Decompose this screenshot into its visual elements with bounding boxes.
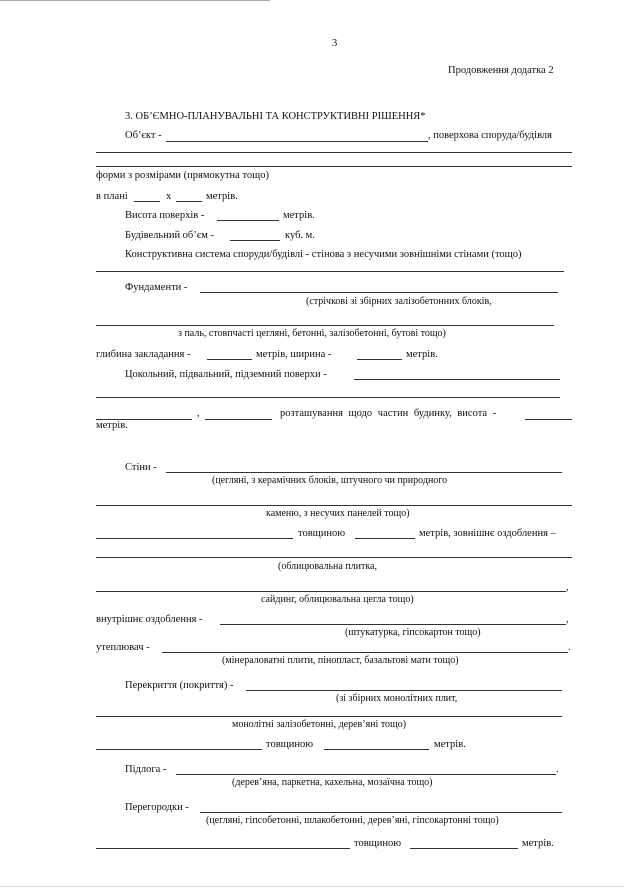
section-title: 3. ОБ’ЄМНО-ПЛАНУВАЛЬНІ ТА КОНСТРУКТИВНІ РІШЕННЯ* [125, 111, 426, 122]
appendix-continuation: Продовження додатка 2 [448, 65, 554, 76]
comma-text: , [566, 614, 569, 625]
floor-label: Підлога - [125, 764, 167, 775]
inner-finish-field[interactable] [220, 624, 566, 625]
partitions-material-field[interactable] [96, 848, 350, 849]
walls-thickness-unit: метрів, зовнішнє оздоблення – [419, 528, 556, 539]
outer-finish-field[interactable] [96, 557, 572, 558]
walls-hint-1: (цегляні, з керамічних блоків, штучного чи природного [212, 475, 448, 486]
plan-length-field[interactable] [134, 201, 160, 202]
width-field[interactable] [357, 359, 402, 360]
insulation-field[interactable] [162, 652, 568, 653]
slabs-field-2[interactable] [96, 716, 562, 717]
page-number: 3 [332, 38, 338, 49]
floor-hint: (дерев’яна, паркетна, кахельна, мозаїчна тощо) [232, 777, 433, 788]
walls-label: Стіни - [125, 462, 157, 473]
slabs-material-field[interactable] [96, 749, 262, 750]
partitions-thickness-field[interactable] [410, 848, 518, 849]
plan-unit: метрів. [206, 191, 238, 202]
walls-field[interactable] [166, 472, 562, 473]
height-unit: метрів. [283, 210, 315, 221]
volume-label: Будівельний об’єм - [125, 230, 215, 241]
plan-width-field[interactable] [176, 201, 202, 202]
height-label: Висота поверхів - [125, 210, 205, 221]
walls-field-2[interactable] [96, 505, 572, 506]
walls-hint-4: сайдинг, облицювальна цегла тощо) [261, 594, 414, 605]
slabs-label: Перекриття (покриття) - [125, 680, 234, 691]
plan-x: х [166, 191, 172, 202]
comma-text: , [566, 582, 569, 593]
foundations-hint-1: (стрічкові зі збірних залізобетонних блоків, [306, 296, 492, 307]
walls-hint-3: (облицювальна плитка, [278, 561, 377, 572]
basement-label: Цокольний, підвальний, підземний поверхи - [125, 369, 327, 380]
structural-system-field[interactable] [96, 271, 564, 272]
floor-field[interactable] [176, 774, 556, 775]
comma-text: , [197, 408, 200, 419]
walls-thickness: товщиною [298, 528, 346, 539]
width-unit: метрів. [406, 349, 438, 360]
foundations-hint-2: з паль, стовпчасті цегляні, бетонні, залізобетонні, бутові тощо) [178, 328, 446, 339]
foundations-field-2[interactable] [96, 325, 554, 326]
object-suffix: , поверхова споруда/будівля [428, 130, 552, 141]
slabs-field[interactable] [246, 690, 562, 691]
location-text: розташування щодо частин будинку, висота - [280, 408, 497, 419]
slabs-hint-1: (зі збірних монолітних плит, [336, 693, 458, 704]
slabs-unit: метрів. [434, 739, 466, 750]
basement-unit: метрів. [96, 420, 128, 431]
volume-unit: куб. м. [285, 230, 315, 241]
basement-field[interactable] [354, 379, 560, 380]
partitions-label: Перегородки - [125, 802, 189, 813]
period-text: . [568, 642, 571, 653]
inner-finish-label: внутрішнє оздоблення - [96, 614, 203, 625]
partitions-thickness: товщиною [354, 838, 402, 849]
height-field[interactable] [217, 220, 279, 221]
insulation-hint: (мінераловатні плити, пінопласт, базальтові мати тощо) [222, 655, 459, 666]
plan-prefix: в плані [96, 191, 128, 202]
partitions-field[interactable] [200, 812, 562, 813]
depth-unit: метрів, ширина - [256, 349, 332, 360]
basement-height-field[interactable] [525, 419, 572, 420]
partitions-unit: метрів. [522, 838, 554, 849]
slabs-thickness: товщиною [266, 739, 314, 750]
volume-field[interactable] [230, 240, 280, 241]
slabs-thickness-field[interactable] [324, 749, 429, 750]
object-line-2[interactable] [96, 152, 572, 153]
walls-hint-2: каменю, з несучих панелей тощо) [266, 508, 410, 519]
page-top-edge [0, 0, 270, 1]
structural-system-text: Конструктивна система споруди/будівлі - стінова з несучими зовнішніми стінами (тощо) [125, 249, 522, 260]
walls-thickness-field[interactable] [355, 538, 415, 539]
foundations-field[interactable] [200, 292, 558, 293]
period-text: . [556, 764, 559, 775]
walls-material-field[interactable] [96, 538, 293, 539]
basement-field-2[interactable] [96, 397, 560, 398]
forms-text: форми з розмірами (прямокутна тощо) [96, 170, 269, 181]
slabs-hint-2: монолітні залізобетонні, дерев’яні тощо) [232, 719, 407, 730]
outer-finish-field-2[interactable] [96, 591, 566, 592]
basement-field-4[interactable] [205, 419, 272, 420]
depth-label: глибина закладання - [96, 349, 191, 360]
partitions-hint: (цегляні, гіпсобетонні, шлакобетонні, дерев’яні, гіпсокартонні тощо) [206, 815, 499, 826]
inner-finish-hint: (штукатурка, гіпсокартон тощо) [345, 627, 481, 638]
object-label: Об’єкт - [125, 130, 162, 141]
foundations-label: Фундаменти - [125, 282, 188, 293]
page-bottom-edge [0, 886, 624, 887]
object-line-3[interactable] [96, 166, 572, 167]
insulation-label: утеплювач - [96, 642, 150, 653]
depth-field[interactable] [207, 359, 252, 360]
object-field[interactable] [166, 141, 428, 142]
